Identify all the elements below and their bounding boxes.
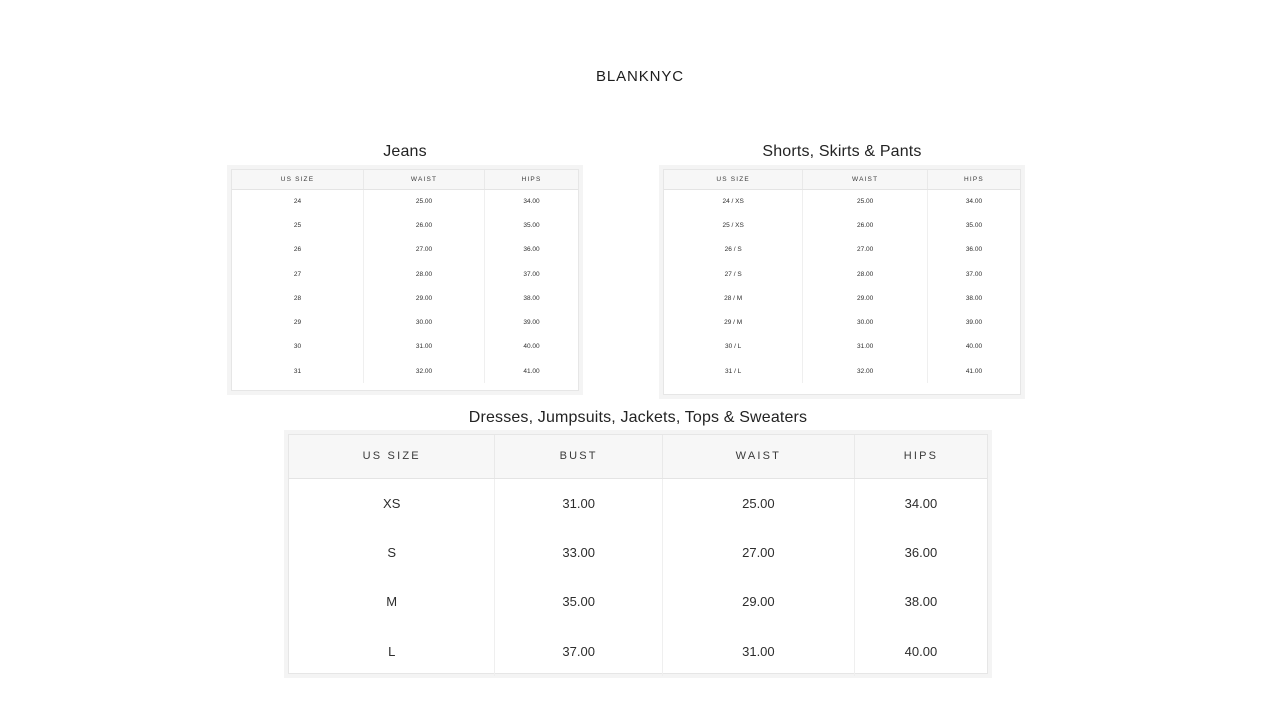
cell-hips: 39.00 <box>523 319 540 327</box>
cell-us-size: 26 <box>232 238 363 262</box>
cell-waist: 29.00 <box>803 286 928 310</box>
table-row <box>664 359 1020 383</box>
table-row <box>664 335 1020 359</box>
cell-us-size: XS <box>289 478 495 528</box>
size-table-card-shorts <box>663 169 1021 395</box>
cell-bust: 33.00 <box>495 528 663 578</box>
size-table-card-dresses <box>288 434 988 674</box>
cell-hips: 37.00 <box>965 270 983 278</box>
table-row <box>232 310 578 334</box>
table-row <box>664 286 1020 310</box>
column-header-hips: HIPS <box>854 435 987 478</box>
cell-hips: 41.00 <box>523 367 540 375</box>
cell-waist: 25.00 <box>363 189 484 213</box>
cell-hips: 36.00 <box>965 246 983 254</box>
table-header-row <box>232 170 578 189</box>
cell-us-size: 25 <box>232 213 363 237</box>
size-table-jeans <box>232 170 578 383</box>
cell-us-size: 30 / L <box>664 335 803 359</box>
section-title-dresses: Dresses, Jumpsuits, Jackets, Tops & Sweaters <box>468 409 808 426</box>
cell-waist: 31.00 <box>662 627 854 677</box>
cell-waist: 31.00 <box>803 335 928 359</box>
cell-us-size: S <box>289 528 495 578</box>
cell-hips: 37.00 <box>523 270 540 278</box>
cell-us-size: 25 / XS <box>664 213 803 237</box>
cell-waist: 32.00 <box>363 359 484 383</box>
cell-bust: 37.00 <box>495 627 663 677</box>
table-row <box>664 238 1020 262</box>
cell-waist: 26.00 <box>363 213 484 237</box>
cell-us-size: 24 / XS <box>664 189 803 213</box>
cell-us-size: 30 <box>232 335 363 359</box>
cell-us-size: 28 / M <box>664 286 803 310</box>
cell-hips: 38.00 <box>523 294 540 302</box>
cell-hips: 34.00 <box>904 495 938 511</box>
column-header-hips: HIPS <box>927 170 1020 189</box>
cell-waist: 29.00 <box>363 286 484 310</box>
cell-hips: 35.00 <box>523 221 540 229</box>
column-header-waist: WAIST <box>662 435 854 478</box>
size-table-card-jeans <box>231 169 579 391</box>
cell-bust: 35.00 <box>495 577 663 627</box>
column-header-waist: WAIST <box>803 170 928 189</box>
column-header-us-size: US SIZE <box>232 170 363 189</box>
cell-us-size: 29 / M <box>664 310 803 334</box>
cell-waist: 27.00 <box>803 238 928 262</box>
column-header-bust: BUST <box>495 435 663 478</box>
cell-us-size: 31 <box>232 359 363 383</box>
section-title-shorts: Shorts, Skirts & Pants <box>762 143 922 160</box>
cell-hips: 38.00 <box>965 294 983 302</box>
cell-hips: 34.00 <box>523 197 540 205</box>
cell-hips: 40.00 <box>904 643 938 659</box>
cell-hips: 34.00 <box>965 197 983 205</box>
table-header-row <box>664 170 1020 189</box>
table-row <box>232 335 578 359</box>
column-header-us-size: US SIZE <box>664 170 803 189</box>
cell-waist: 28.00 <box>803 262 928 286</box>
cell-us-size: 27 <box>232 262 363 286</box>
cell-us-size: M <box>289 577 495 627</box>
column-header-hips: HIPS <box>485 170 578 189</box>
cell-us-size: 31 / L <box>664 359 803 383</box>
table-row <box>232 189 578 213</box>
column-header-us-size: US SIZE <box>289 435 495 478</box>
cell-hips: 40.00 <box>523 343 540 351</box>
cell-waist: 25.00 <box>662 478 854 528</box>
cell-waist: 29.00 <box>662 577 854 627</box>
cell-hips: 35.00 <box>965 221 983 229</box>
size-table-shorts <box>664 170 1020 383</box>
table-row <box>289 478 987 528</box>
cell-hips: 38.00 <box>904 594 938 610</box>
table-row <box>232 213 578 237</box>
cell-bust: 31.00 <box>495 478 663 528</box>
table-row <box>289 627 987 677</box>
cell-waist: 28.00 <box>363 262 484 286</box>
cell-us-size: 29 <box>232 310 363 334</box>
cell-waist: 30.00 <box>803 310 928 334</box>
cell-hips: 39.00 <box>965 319 983 327</box>
cell-us-size: 27 / S <box>664 262 803 286</box>
cell-us-size: L <box>289 627 495 677</box>
column-header-waist: WAIST <box>363 170 484 189</box>
cell-waist: 31.00 <box>363 335 484 359</box>
cell-waist: 27.00 <box>363 238 484 262</box>
cell-waist: 25.00 <box>803 189 928 213</box>
table-row <box>289 528 987 578</box>
cell-hips: 36.00 <box>523 246 540 254</box>
cell-hips: 40.00 <box>965 343 983 351</box>
table-header-row <box>289 435 987 478</box>
cell-us-size: 28 <box>232 286 363 310</box>
size-table-dresses <box>289 435 987 676</box>
table-row <box>232 286 578 310</box>
table-row <box>232 359 578 383</box>
table-row <box>664 213 1020 237</box>
table-row <box>232 262 578 286</box>
cell-us-size: 24 <box>232 189 363 213</box>
table-row <box>289 577 987 627</box>
cell-hips: 36.00 <box>904 544 938 560</box>
cell-waist: 30.00 <box>363 310 484 334</box>
cell-us-size: 26 / S <box>664 238 803 262</box>
page-title: BLANKNYC <box>595 68 685 85</box>
table-row <box>664 262 1020 286</box>
cell-waist: 32.00 <box>803 359 928 383</box>
cell-waist: 26.00 <box>803 213 928 237</box>
section-title-jeans: Jeans <box>383 143 427 160</box>
cell-hips: 41.00 <box>965 367 983 375</box>
table-row <box>664 189 1020 213</box>
table-row <box>232 238 578 262</box>
table-row <box>664 310 1020 334</box>
cell-waist: 27.00 <box>662 528 854 578</box>
